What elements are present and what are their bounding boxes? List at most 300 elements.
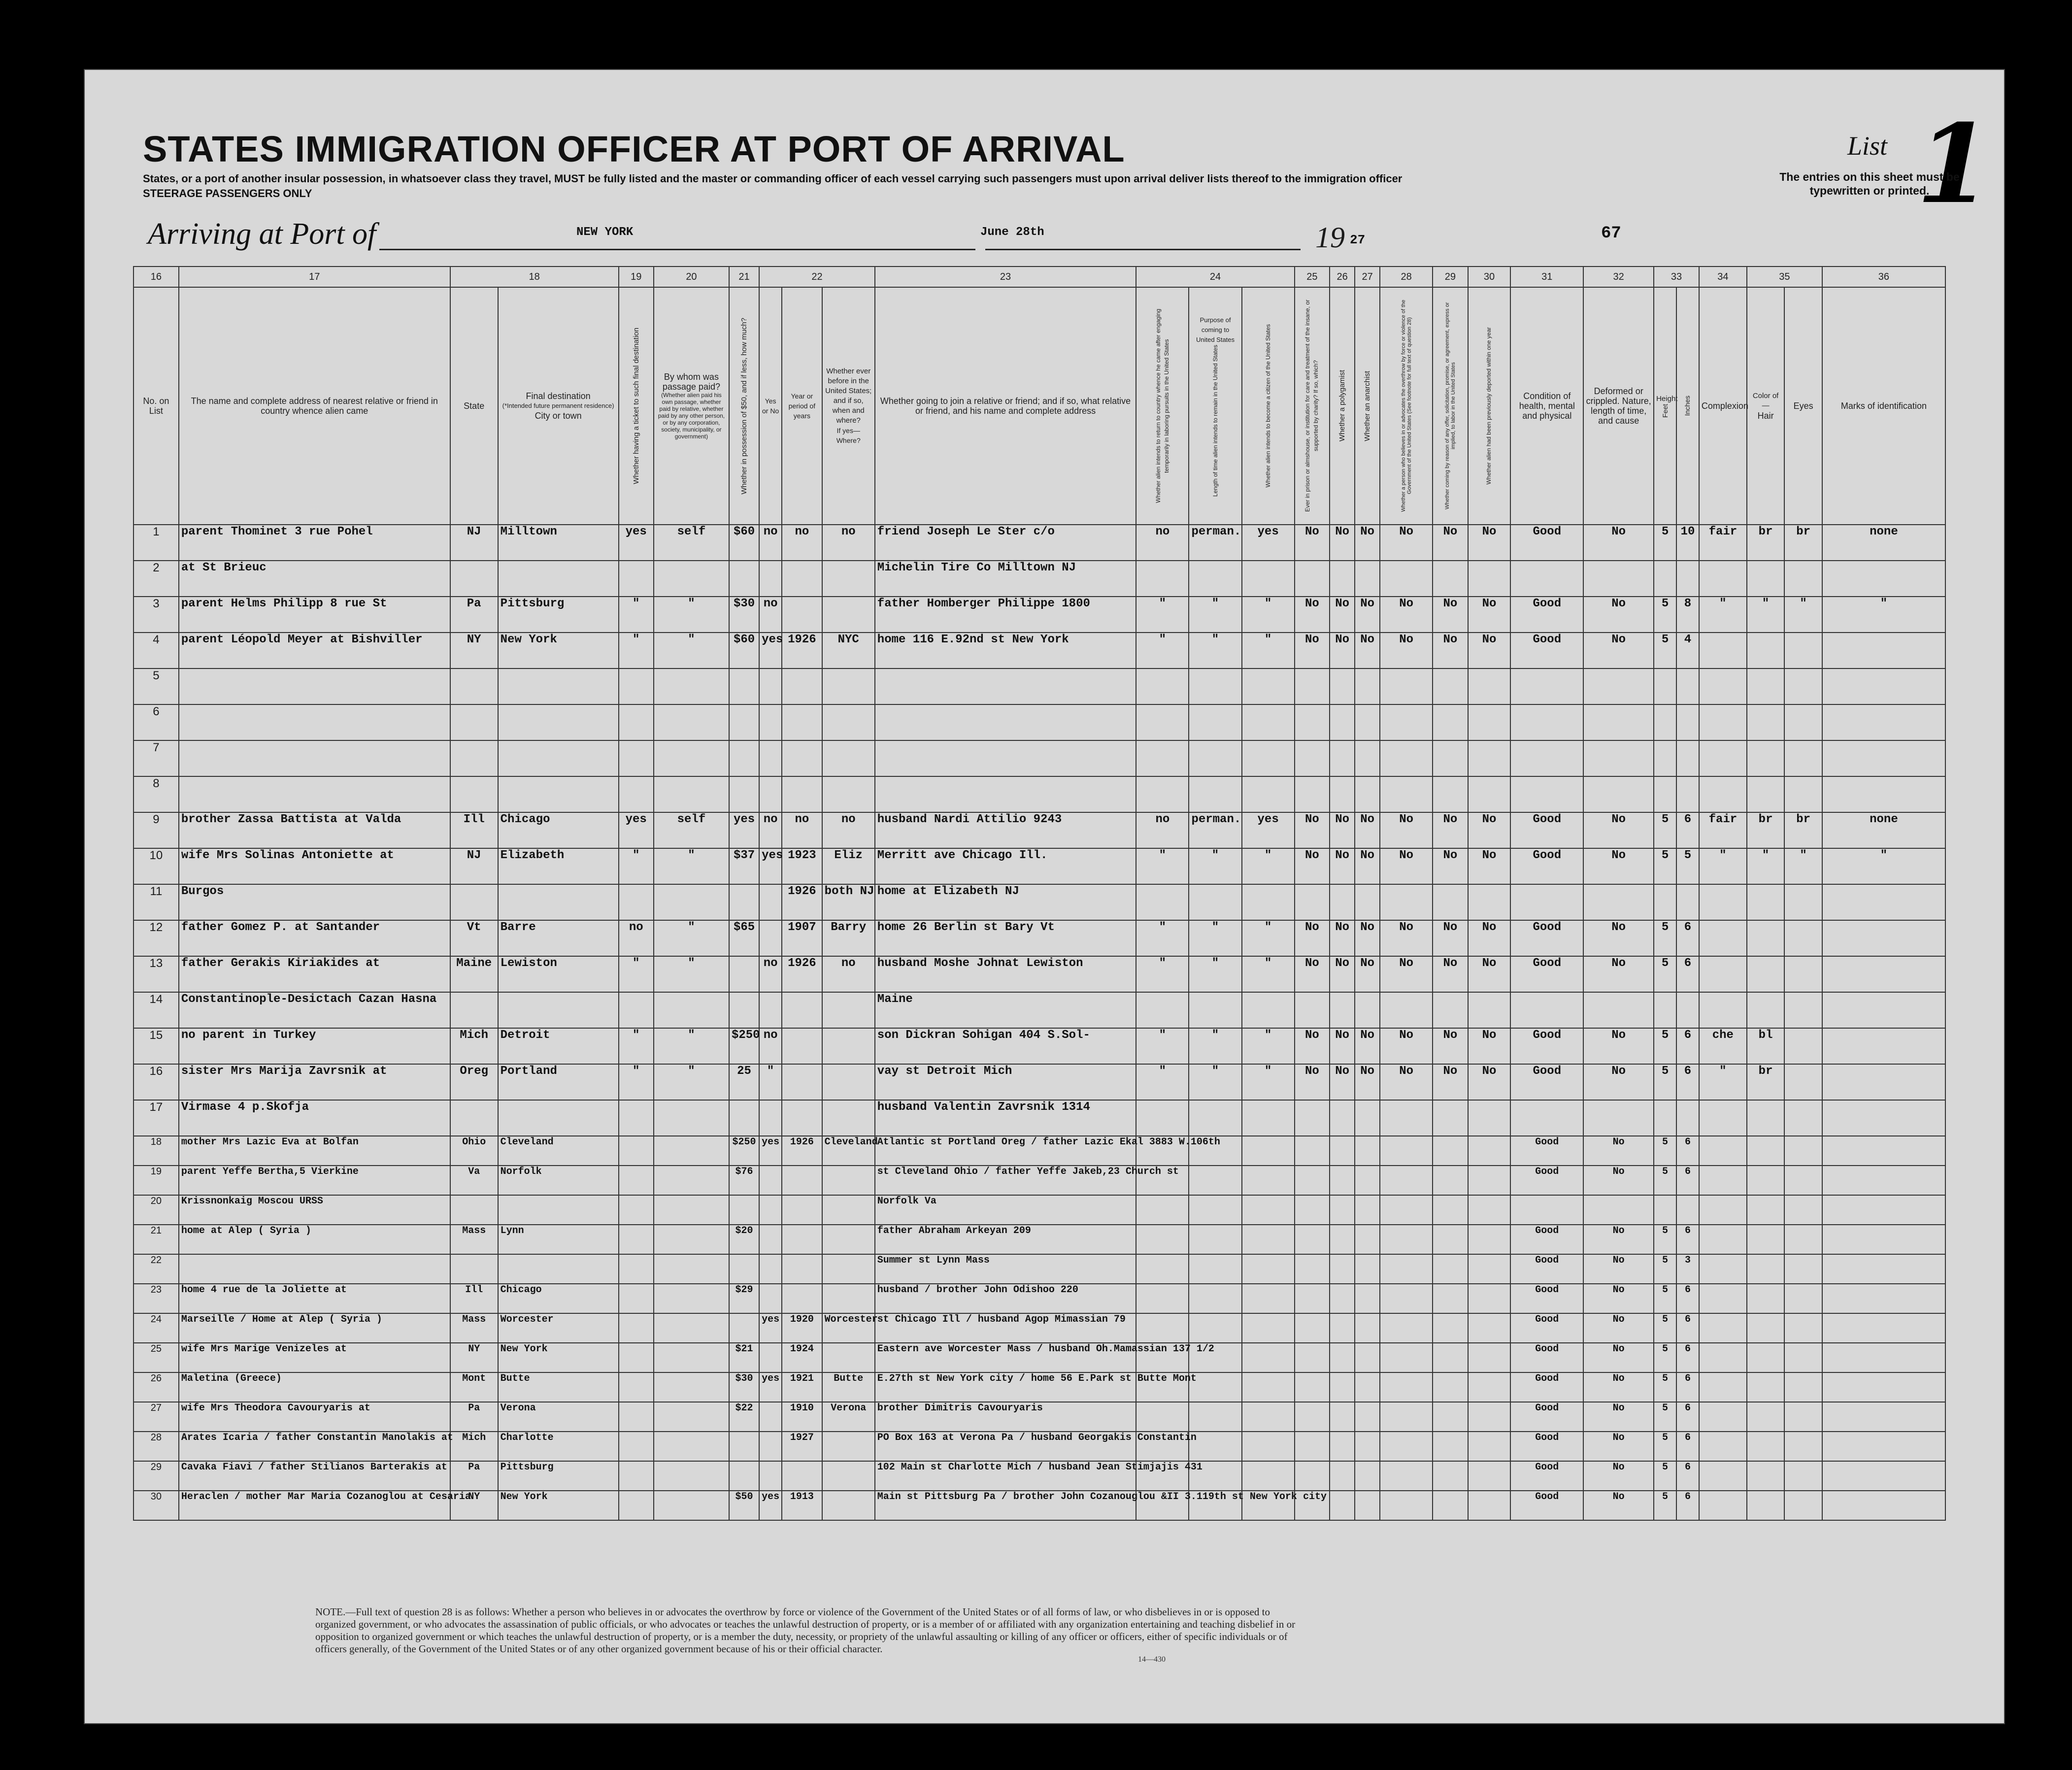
cell-c28 — [1380, 1195, 1433, 1225]
cell-marks — [1822, 1343, 1945, 1372]
column-number-row — [134, 267, 1945, 287]
cell-state: NJ — [450, 848, 498, 884]
cell-marks — [1822, 1491, 1945, 1520]
cell-deformed: No — [1583, 1343, 1654, 1372]
table-row — [134, 956, 1945, 992]
cell-p1 — [1136, 1100, 1189, 1136]
cell-c28 — [1380, 704, 1433, 740]
cell-c30 — [1468, 1461, 1511, 1491]
header-hair-text: Hair — [1757, 411, 1774, 421]
row-number: 14 — [134, 992, 179, 1028]
colnum: 20 — [654, 267, 729, 287]
header-before-yesno — [759, 287, 782, 525]
header-purpose-a-text: Whether alien intends to return to country whence he came after engaging temporarily in laboring pursuits in the United States — [1154, 308, 1170, 503]
cell-where: NYC — [822, 633, 875, 668]
header-inches-text: Inches — [1683, 396, 1692, 416]
cell-hair — [1747, 1100, 1785, 1136]
cell-c25: No — [1295, 525, 1330, 561]
cell-c27 — [1355, 668, 1380, 704]
cell-state — [450, 740, 498, 776]
header-purpose-a — [1136, 287, 1189, 525]
cell-feet — [1654, 992, 1676, 1028]
cell-p1 — [1136, 776, 1189, 812]
cell-c29 — [1433, 1402, 1468, 1432]
cell-relative — [179, 668, 450, 704]
cell-where — [822, 740, 875, 776]
cell-c28: No — [1380, 1028, 1433, 1064]
cell-city: Portland — [498, 1064, 619, 1100]
header-deported-text: Whether alien had been previously deported within one year — [1485, 327, 1493, 485]
cell-c25 — [1295, 1284, 1330, 1313]
cell-ticket: " — [619, 1064, 654, 1100]
cell-health — [1510, 561, 1583, 597]
cell-deformed: No — [1583, 848, 1654, 884]
cell-health: Good — [1510, 1225, 1583, 1254]
cell-c27: No — [1355, 848, 1380, 884]
cell-eyes: " — [1784, 848, 1822, 884]
cell-ticket — [619, 1136, 654, 1166]
binder-hole — [44, 251, 70, 277]
cell-where — [822, 1195, 875, 1225]
cell-marks: " — [1822, 848, 1945, 884]
cell-ticket: no — [619, 920, 654, 956]
cell-relative: wife Mrs Solinas Antoniette at — [179, 848, 450, 884]
cell-eyes — [1784, 561, 1822, 597]
cell-before — [759, 884, 782, 920]
cell-hair — [1747, 1432, 1785, 1461]
cell-hair — [1747, 1284, 1785, 1313]
binder-hole — [44, 867, 70, 893]
cell-year: 1923 — [782, 848, 822, 884]
cell-money — [729, 1313, 759, 1343]
cell-before: yes — [759, 633, 782, 668]
cell-health: Good — [1510, 633, 1583, 668]
cell-state: Mich — [450, 1028, 498, 1064]
row-number: 26 — [134, 1372, 179, 1402]
colnum: 23 — [875, 267, 1136, 287]
cell-deformed: No — [1583, 1372, 1654, 1402]
cell-c27 — [1355, 776, 1380, 812]
cell-p2 — [1189, 1284, 1241, 1313]
cell-relative: Cavaka Fiavi / father Stilianos Barterakis at — [179, 1461, 450, 1491]
cell-year — [782, 1225, 822, 1254]
cell-paid — [654, 1313, 729, 1343]
cell-year: 1926 — [782, 633, 822, 668]
cell-year — [782, 1195, 822, 1225]
cell-relative: sister Mrs Marija Zavrsnik at — [179, 1064, 450, 1100]
row-number: 8 — [134, 776, 179, 812]
cell-state: NY — [450, 1343, 498, 1372]
cell-deformed — [1583, 561, 1654, 597]
cell-state — [450, 1195, 498, 1225]
cell-year: 1926 — [782, 884, 822, 920]
cell-city: Norfolk — [498, 1166, 619, 1195]
cell-hair — [1747, 740, 1785, 776]
cell-state: Mont — [450, 1372, 498, 1402]
cell-deformed: No — [1583, 1028, 1654, 1064]
table-row — [134, 704, 1945, 740]
cell-relative: home 4 rue de la Joliette at — [179, 1284, 450, 1313]
cell-inches — [1676, 884, 1699, 920]
cell-feet: 5 — [1654, 1225, 1676, 1254]
cell-relative: Virmase 4 p.Skofja — [179, 1100, 450, 1136]
cell-health — [1510, 668, 1583, 704]
cell-feet: 5 — [1654, 1313, 1676, 1343]
row-number: 29 — [134, 1461, 179, 1491]
cell-c29 — [1433, 1313, 1468, 1343]
cell-before — [759, 668, 782, 704]
cell-c26: No — [1330, 633, 1355, 668]
manifest-sheet — [84, 69, 2005, 1724]
cell-before — [759, 1166, 782, 1195]
cell-health — [1510, 776, 1583, 812]
cell-inches: 6 — [1676, 1461, 1699, 1491]
cell-p2 — [1189, 1100, 1241, 1136]
cell-paid: self — [654, 525, 729, 561]
cell-relative: mother Mrs Lazic Eva at Bolfan — [179, 1136, 450, 1166]
cell-complexion — [1699, 884, 1747, 920]
cell-c27: No — [1355, 1028, 1380, 1064]
cell-relative: parent Thominet 3 rue Pohel — [179, 525, 450, 561]
cell-join: st Cleveland Ohio / father Yeffe Jakeb,23 Church st — [875, 1166, 1136, 1195]
cell-feet: 5 — [1654, 1402, 1676, 1432]
header-before-text: Whether ever before in the United States; and if so, when and where? — [825, 367, 872, 425]
header-ticket — [619, 287, 654, 525]
cell-health: Good — [1510, 1166, 1583, 1195]
table-body-rows — [134, 525, 1945, 1520]
cell-hair — [1747, 1225, 1785, 1254]
footnote: NOTE.—Full text of question 28 is as follows: Whether a person who believes in or advocates the overthrow by force or violence of the Government of the United States or of all forms of law, or who disbelieves in or is opposed to organized government, or who advocates the assassination of public officials, or who advocates or teaches the unlawful destruction of property, or is a member of or affiliated with any organization entertaining and teaching disbelief in or opposition to organized government or which teaches the unlawful destruction of property, or is a member the duty, necessity, or propriety of the unlawful assaulting or killing of any officer or officers, either of specific individuals or of officers generally, of the Government of the United States or of any other organized government because of his or their official character. — [315, 1606, 1296, 1655]
cell-c25: No — [1295, 597, 1330, 633]
header-inches — [1676, 287, 1699, 525]
cell-hair: br — [1747, 1064, 1785, 1100]
cell-marks — [1822, 956, 1945, 992]
cell-join: Maine — [875, 992, 1136, 1028]
cell-relative: at St Brieuc — [179, 561, 450, 597]
row-number: 20 — [134, 1195, 179, 1225]
cell-p2: " — [1189, 848, 1241, 884]
cell-p3 — [1242, 1100, 1295, 1136]
cell-where — [822, 1064, 875, 1100]
cell-ticket — [619, 740, 654, 776]
cell-c26 — [1330, 1136, 1355, 1166]
cell-inches — [1676, 740, 1699, 776]
cell-hair — [1747, 1195, 1785, 1225]
cell-inches — [1676, 776, 1699, 812]
cell-c26 — [1330, 1166, 1355, 1195]
cell-p1 — [1136, 1313, 1189, 1343]
cell-feet — [1654, 561, 1676, 597]
header-final-destination-note: (*Intended future permanent residence) — [502, 402, 614, 409]
cell-c28: No — [1380, 525, 1433, 561]
cell-before — [759, 776, 782, 812]
cell-hair — [1747, 1166, 1785, 1195]
cell-before — [759, 1195, 782, 1225]
cell-p2: perman. — [1189, 525, 1241, 561]
cell-where — [822, 597, 875, 633]
cell-join: friend Joseph Le Ster c/o — [875, 525, 1136, 561]
cell-c30 — [1468, 1136, 1511, 1166]
cell-c29: No — [1433, 920, 1468, 956]
cell-c29 — [1433, 1284, 1468, 1313]
cell-c25 — [1295, 704, 1330, 740]
cell-hair — [1747, 633, 1785, 668]
cell-health: Good — [1510, 1028, 1583, 1064]
header-q28 — [1380, 287, 1433, 525]
cell-city — [498, 776, 619, 812]
cell-year: 1926 — [782, 956, 822, 992]
cell-before — [759, 1432, 782, 1461]
cell-city — [498, 561, 619, 597]
cell-deformed: No — [1583, 1136, 1654, 1166]
cell-c28 — [1380, 1402, 1433, 1432]
cell-c30 — [1468, 1254, 1511, 1284]
cell-marks — [1822, 1461, 1945, 1491]
cell-p2 — [1189, 1225, 1241, 1254]
cell-ticket — [619, 1100, 654, 1136]
cell-p1: " — [1136, 1028, 1189, 1064]
cell-c26 — [1330, 1402, 1355, 1432]
cell-before — [759, 740, 782, 776]
cell-c30 — [1468, 1491, 1511, 1520]
colnum: 33 — [1654, 267, 1699, 287]
cell-hair — [1747, 884, 1785, 920]
cell-city: Lynn — [498, 1225, 619, 1254]
header-prison-text: Ever in prison or almshouse, or institution for care and treatment of the insane, or supported by charity? If so, which? — [1304, 300, 1320, 512]
cell-money: $29 — [729, 1284, 759, 1313]
cell-eyes: br — [1784, 812, 1822, 848]
cell-c28 — [1380, 1166, 1433, 1195]
cell-c29: No — [1433, 956, 1468, 992]
cell-c30 — [1468, 561, 1511, 597]
subtitle-instructions: States, or a port of another insular possession, in whatsoever class they travel, MUST be fully listed and the master or commanding officer of each vessel carrying such passengers must upon arrival deliver lists thereof to the immigration officer — [143, 172, 1403, 185]
cell-feet: 5 — [1654, 633, 1676, 668]
cell-p2 — [1189, 1313, 1241, 1343]
cell-c29 — [1433, 1100, 1468, 1136]
cell-join: husband Nardi Attilio 9243 — [875, 812, 1136, 848]
cell-before: yes — [759, 1313, 782, 1343]
cell-c28 — [1380, 776, 1433, 812]
cell-ticket: " — [619, 633, 654, 668]
cell-eyes: br — [1784, 525, 1822, 561]
cell-feet: 5 — [1654, 1136, 1676, 1166]
cell-c30: No — [1468, 956, 1511, 992]
cell-c26 — [1330, 1313, 1355, 1343]
cell-c28 — [1380, 884, 1433, 920]
cell-c26 — [1330, 1343, 1355, 1372]
cell-eyes — [1784, 1028, 1822, 1064]
cell-c26: No — [1330, 920, 1355, 956]
row-number: 18 — [134, 1136, 179, 1166]
cell-c28 — [1380, 1343, 1433, 1372]
cell-where: Cleveland — [822, 1136, 875, 1166]
cell-hair — [1747, 1402, 1785, 1432]
cell-city: Milltown — [498, 525, 619, 561]
cell-money — [729, 1254, 759, 1284]
cell-before — [759, 1225, 782, 1254]
cell-complexion — [1699, 1343, 1747, 1372]
cell-relative — [179, 740, 450, 776]
cell-where — [822, 1491, 875, 1520]
row-number: 15 — [134, 1028, 179, 1064]
cell-inches: 6 — [1676, 1225, 1699, 1254]
cell-c27 — [1355, 1432, 1380, 1461]
cell-ticket: " — [619, 597, 654, 633]
cell-paid — [654, 1225, 729, 1254]
cell-join: Merritt ave Chicago Ill. — [875, 848, 1136, 884]
cell-feet: 5 — [1654, 1166, 1676, 1195]
cell-before: " — [759, 1064, 782, 1100]
header-eyes: Eyes — [1784, 287, 1822, 525]
colnum: 29 — [1433, 267, 1468, 287]
cell-c30: No — [1468, 1028, 1511, 1064]
cell-money: $76 — [729, 1166, 759, 1195]
cell-c25: No — [1295, 1064, 1330, 1100]
cell-inches: 6 — [1676, 1313, 1699, 1343]
cell-p1 — [1136, 1254, 1189, 1284]
cell-ticket — [619, 776, 654, 812]
cell-p3: " — [1242, 956, 1295, 992]
cell-ticket — [619, 1372, 654, 1402]
cell-money — [729, 704, 759, 740]
cell-join: husband Valentin Zavrsnik 1314 — [875, 1100, 1136, 1136]
cell-eyes — [1784, 776, 1822, 812]
header-feet — [1654, 287, 1676, 525]
cell-hair — [1747, 1136, 1785, 1166]
cell-hair: br — [1747, 812, 1785, 848]
cell-marks — [1822, 1064, 1945, 1100]
cell-before — [759, 704, 782, 740]
cell-p3 — [1242, 1372, 1295, 1402]
cell-c26 — [1330, 992, 1355, 1028]
cell-ticket — [619, 1432, 654, 1461]
cell-p2: perman. — [1189, 812, 1241, 848]
cell-hair — [1747, 1461, 1785, 1491]
cell-join: father Homberger Philippe 1800 — [875, 597, 1136, 633]
row-number: 23 — [134, 1284, 179, 1313]
cell-c26: No — [1330, 812, 1355, 848]
cell-c25 — [1295, 1225, 1330, 1254]
cell-p3: yes — [1242, 525, 1295, 561]
cell-paid: " — [654, 597, 729, 633]
cell-p2 — [1189, 1166, 1241, 1195]
cell-join: Main st Pittsburg Pa / brother John Cozanouglou &II 3.119th st New York city — [875, 1491, 1136, 1520]
cell-c26 — [1330, 1225, 1355, 1254]
cell-inches: 6 — [1676, 1284, 1699, 1313]
cell-c26: No — [1330, 1064, 1355, 1100]
cell-c25 — [1295, 1136, 1330, 1166]
cell-inches: 4 — [1676, 633, 1699, 668]
cell-c26 — [1330, 1372, 1355, 1402]
cell-city: Barre — [498, 920, 619, 956]
cell-deformed — [1583, 992, 1654, 1028]
cell-c25 — [1295, 561, 1330, 597]
cell-hair — [1747, 1491, 1785, 1520]
cell-c30: No — [1468, 1064, 1511, 1100]
cell-hair — [1747, 668, 1785, 704]
list-note: The entries on this sheet must be typewritten or printed. — [1779, 170, 1960, 197]
cell-paid: " — [654, 1064, 729, 1100]
cell-relative: father Gomez P. at Santander — [179, 920, 450, 956]
cell-relative: no parent in Turkey — [179, 1028, 450, 1064]
header-polygamist-text: Whether a polygamist — [1338, 370, 1347, 442]
cell-health: Good — [1510, 597, 1583, 633]
cell-money: $30 — [729, 597, 759, 633]
cell-before — [759, 1402, 782, 1432]
table-row — [134, 920, 1945, 956]
cell-hair: " — [1747, 597, 1785, 633]
cell-c27 — [1355, 1254, 1380, 1284]
cell-c29 — [1433, 1372, 1468, 1402]
cell-before: no — [759, 1028, 782, 1064]
table-row — [134, 884, 1945, 920]
cell-c29 — [1433, 1491, 1468, 1520]
cell-c28 — [1380, 668, 1433, 704]
cell-state: Pa — [450, 1461, 498, 1491]
table-row — [134, 776, 1945, 812]
year-suffix: 27 — [1350, 233, 1366, 247]
cell-p1: " — [1136, 633, 1189, 668]
cell-complexion — [1699, 1402, 1747, 1432]
cell-c28 — [1380, 1284, 1433, 1313]
cell-c27 — [1355, 1136, 1380, 1166]
cell-join: Eastern ave Worcester Mass / husband Oh.Mamassian 137 1/2 — [875, 1343, 1136, 1372]
cell-paid: " — [654, 1028, 729, 1064]
cell-inches: 6 — [1676, 1372, 1699, 1402]
row-number: 21 — [134, 1225, 179, 1254]
cell-c29 — [1433, 992, 1468, 1028]
cell-c30: No — [1468, 848, 1511, 884]
cell-c27: No — [1355, 920, 1380, 956]
cell-ticket — [619, 884, 654, 920]
cell-relative: Krissnonkaig Moscou URSS — [179, 1195, 450, 1225]
cell-year — [782, 704, 822, 740]
cell-year: 1924 — [782, 1343, 822, 1372]
cell-c25: No — [1295, 812, 1330, 848]
table-row — [134, 1195, 1945, 1225]
cell-feet: 5 — [1654, 812, 1676, 848]
colnum: 24 — [1136, 267, 1294, 287]
cell-city: Charlotte — [498, 1432, 619, 1461]
cell-c27 — [1355, 561, 1380, 597]
cell-c27 — [1355, 1491, 1380, 1520]
cell-complexion — [1699, 1491, 1747, 1520]
cell-deformed: No — [1583, 920, 1654, 956]
table-row — [134, 597, 1945, 633]
cell-ticket — [619, 1402, 654, 1432]
cell-complexion — [1699, 1166, 1747, 1195]
cell-c30 — [1468, 776, 1511, 812]
cell-c28: No — [1380, 1064, 1433, 1100]
table-row — [134, 1136, 1945, 1166]
cell-inches: 8 — [1676, 597, 1699, 633]
cell-complexion — [1699, 1284, 1747, 1313]
cell-c27: No — [1355, 525, 1380, 561]
colnum: 17 — [179, 267, 450, 287]
cell-c30 — [1468, 1284, 1511, 1313]
cell-feet: 5 — [1654, 1064, 1676, 1100]
column-header-row — [134, 287, 1945, 525]
cell-join: son Dickran Sohigan 404 S.Sol- — [875, 1028, 1136, 1064]
cell-c26 — [1330, 740, 1355, 776]
cell-p2: " — [1189, 1028, 1241, 1064]
cell-deformed: No — [1583, 1491, 1654, 1520]
cell-hair — [1747, 992, 1785, 1028]
cell-p3 — [1242, 1136, 1295, 1166]
cell-p3 — [1242, 1254, 1295, 1284]
cell-p2: " — [1189, 956, 1241, 992]
cell-c28 — [1380, 1100, 1433, 1136]
